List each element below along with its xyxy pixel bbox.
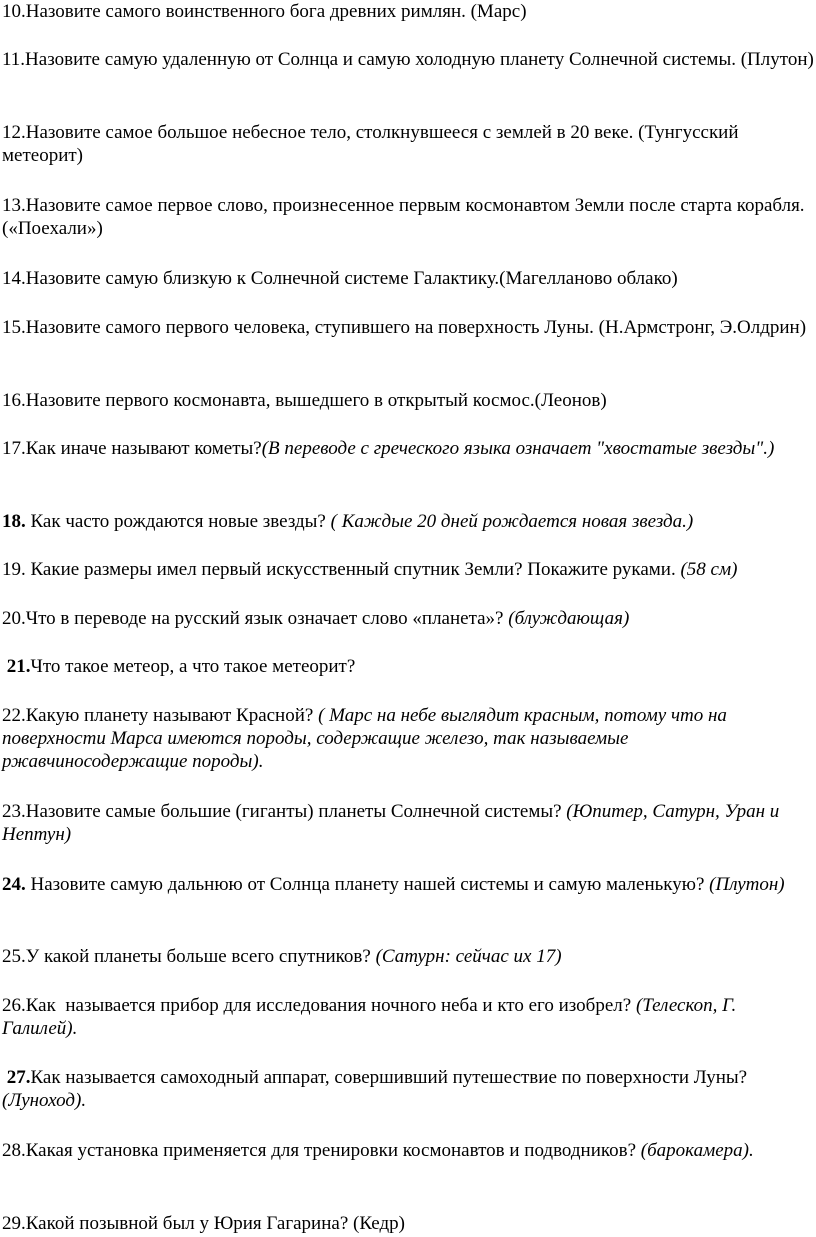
question-text: Как называется прибор для исследования ночного неба и кто его изобрел? [25,995,636,1016]
question-number: 12. [2,122,26,143]
question-text: Какой позывной был у Юрия Гагарина? [25,1213,354,1234]
question-16 [2,389,814,412]
question-number: 29. [2,1213,26,1234]
question-text: Назовите самого первого человека, ступившего на поверхность Луны. [25,317,599,338]
question-18 [2,510,814,533]
question-21 [2,655,814,678]
question-answer: (58 см) [680,559,738,580]
question-answer: (Кедр) [353,1213,405,1234]
question-14 [2,267,814,290]
question-text: Какая установка применяется для тренировки космонавтов и подводников? [25,1140,641,1161]
question-text: У какой планеты больше всего спутников? [25,946,376,967]
question-answer: («Поехали») [2,218,103,239]
question-number: 19. [2,559,26,580]
question-15 [2,316,814,339]
question-text: Назовите самую близкую к Солнечной системе Галактику. [25,268,500,289]
question-text: Назовите первого космонавта, вышедшего в открытый космос. [25,390,535,411]
question-text: Как называется самоходный аппарат, совершивший путешествие по поверхности Луны? [30,1067,752,1088]
question-answer: (Юпитер, Сатурн, Уран и Нептун) [2,801,780,845]
question-number: 15. [2,317,26,338]
question-number: 18. [2,511,26,532]
question-number: 21. [2,656,31,677]
question-number: 16. [2,390,26,411]
question-answer: (Марс) [470,1,527,22]
question-number: 26. [2,995,26,1016]
question-answer: (барокамера). [640,1140,754,1161]
question-text: Назовите самого воинственного бога древних римлян. [25,1,471,22]
question-22 [2,704,814,773]
question-text: Назовите самую дальнюю от Солнца планету нашей системы и самую маленькую? [25,874,710,895]
question-17 [2,437,814,460]
question-number: 10. [2,1,26,22]
question-number: 11. [2,49,26,70]
question-answer: ( Каждые 20 дней рождается новая звезда.) [330,511,694,532]
question-number: 20. [2,608,26,629]
question-11 [2,48,814,71]
question-text: Назовите самые большие (гиганты) планеты Солнечной системы? [25,801,567,822]
question-23 [2,800,814,846]
question-number: 23. [2,801,26,822]
question-text: Как иначе называют кометы? [25,438,262,459]
question-25 [2,945,814,968]
question-number: 14. [2,268,26,289]
question-number: 13. [2,195,26,216]
question-text: Какие размеры имел первый искусственный спутник Земли? Покажите руками. [25,559,681,580]
question-text: Как часто рождаются новые звезды? [25,511,331,532]
question-text: Что такое метеор, а что такое метеорит? [30,656,356,677]
question-answer: (Магелланово облако) [499,268,678,289]
question-number: 22. [2,705,26,726]
question-20 [2,607,814,630]
question-number: 25. [2,946,26,967]
question-number: 28. [2,1140,26,1161]
question-19 [2,558,814,581]
question-number: 27. [2,1067,31,1088]
question-answer: (Н.Армстронг, Э.Олдрин) [598,317,807,338]
question-answer: (Телескоп, Г. Галилей). [2,995,742,1039]
question-answer: (Луноход). [2,1090,87,1111]
question-12 [2,121,814,167]
question-26 [2,994,814,1040]
question-text: Какую планету называют Красной? [25,705,319,726]
question-29 [2,1212,814,1235]
question-answer: (В переводе с греческого языка означает "хвостатые звезды".) [261,438,775,459]
question-text: Что в переводе на русский язык означает слово «планета»? [25,608,509,629]
question-13 [2,194,814,240]
question-24 [2,873,814,896]
question-answer: (Тунгусский метеорит) [2,122,739,166]
question-number: 17. [2,438,26,459]
question-number: 24. [2,874,26,895]
question-answer: (блуждающая) [508,608,630,629]
question-answer: (Плутон) [709,874,785,895]
question-answer: (Сатурн: сейчас их 17) [375,946,562,967]
question-text: Назовите самую удаленную от Солнца и самую холодную планету Солнечной системы. [25,49,741,70]
question-answer: (Плутон) [740,49,814,70]
question-text: Назовите самое первое слово, произнесенное первым космонавтом Земли после старта корабля. [25,195,805,216]
question-text: Назовите самое большое небесное тело, столкнувшееся с землей в 20 веке. [25,122,639,143]
question-10 [2,0,814,23]
question-answer: (Леонов) [534,390,607,411]
question-27 [2,1066,814,1112]
question-answer: ( Марс на небе выглядит красным, потому что на поверхности Марса имеются породы, содержащие железо, так называемые ржавчиносодержащие породы). [2,705,727,772]
question-28 [2,1139,814,1162]
